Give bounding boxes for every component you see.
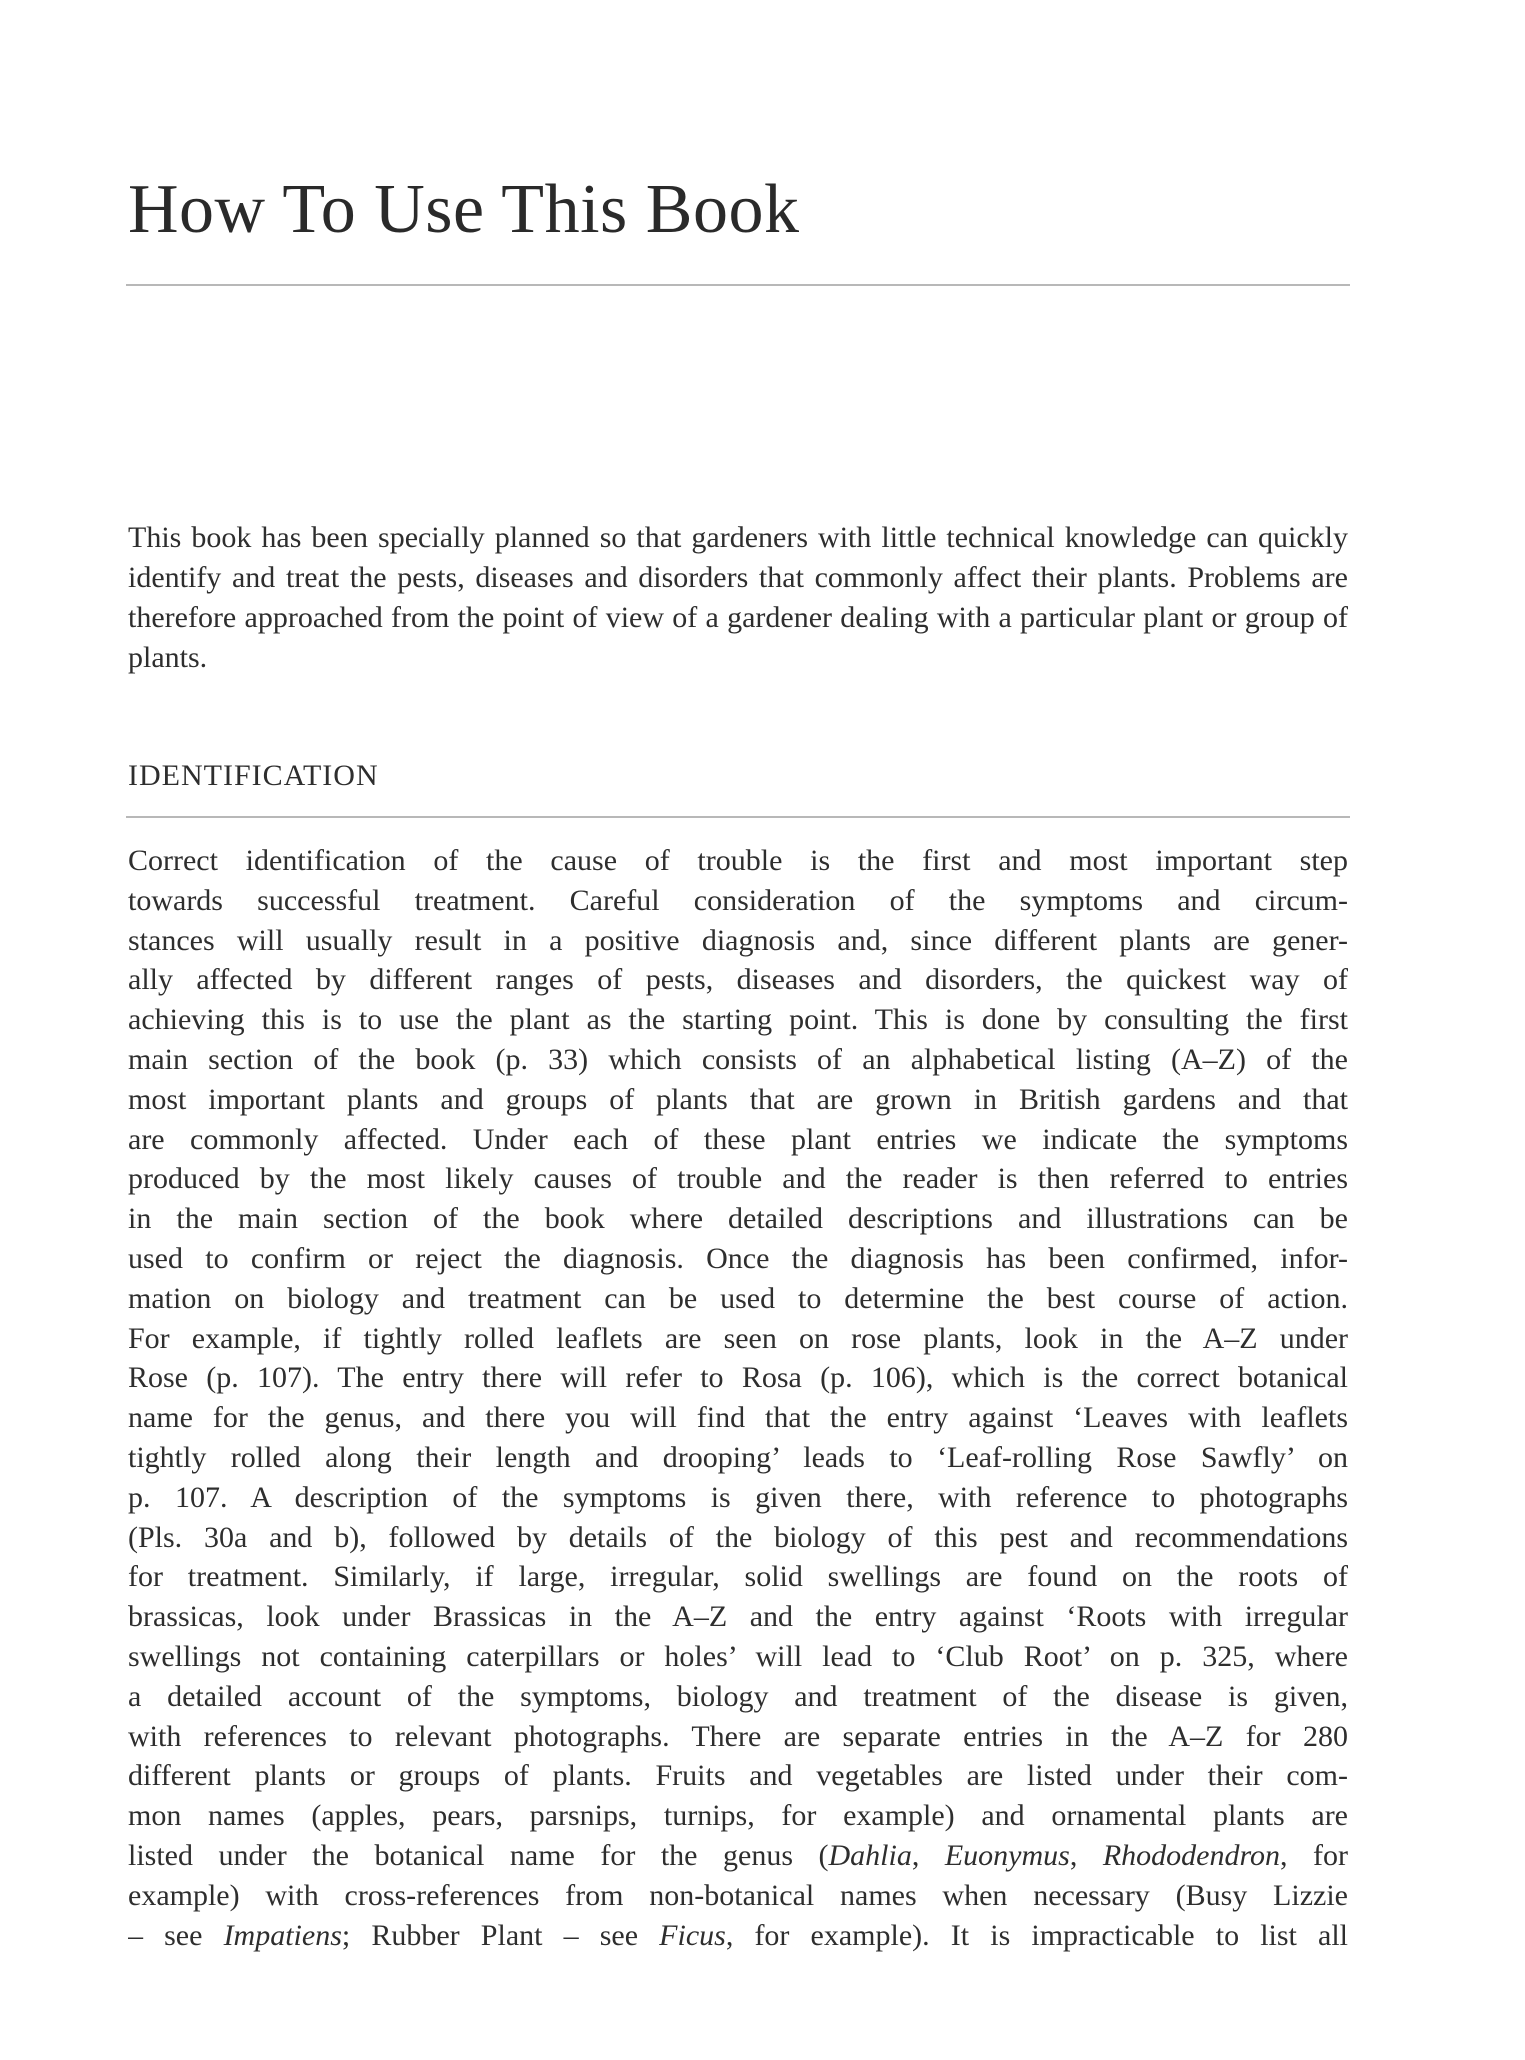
body-line: Correct identification of the cause of trouble is the first and most important step — [128, 844, 1348, 877]
body-line: swellings not containing caterpillars or holes’ will lead to ‘Club Root’ on p. 325, where — [128, 1639, 1348, 1673]
page-title: How To Use This Book — [128, 171, 800, 248]
body-line: a detailed account of the symptoms, biology and treatment of the disease is given, — [128, 1679, 1348, 1713]
body-line: – see Impatiens; Rubber Plant – see Ficus, for example). It is impracticable to list all — [128, 1918, 1348, 1952]
body-line: mon names (apples, pears, parsnips, turnips, for example) and ornamental plants are — [128, 1799, 1348, 1833]
intro-paragraph: This book has been specially planned so that gardeners with little technical knowledge can quickly identify and treat the pests, diseases and disorders that commonly affect their plants. Problems are therefore approached from the point of view of a gardener dealing with a particular plant or group of plants. — [128, 521, 1348, 674]
genus-name: Impatiens — [223, 1918, 342, 1952]
body-line: with references to relevant photographs. There are separate entries in the A–Z for 280 — [128, 1719, 1348, 1753]
body-line: stances will usually result in a positive diagnosis and, since different plants are gener- — [128, 923, 1348, 957]
body-line: Rose (p. 107). The entry there will refer to Rosa (p. 106), which is the correct botanical — [128, 1361, 1348, 1395]
body-line: different plants or groups of plants. Fruits and vegetables are listed under their com- — [128, 1759, 1348, 1793]
body-line: name for the genus, and there you will find that the entry against ‘Leaves with leaflets — [128, 1401, 1348, 1435]
body-line: brassicas, look under Brassicas in the A–Z and the entry against ‘Roots with irregular — [128, 1600, 1348, 1634]
body-line: example) with cross-references from non-botanical names when necessary (Busy Lizzie — [128, 1878, 1348, 1912]
body-line: most important plants and groups of plants that are grown in British gardens and that — [128, 1082, 1348, 1116]
body-line: used to confirm or reject the diagnosis. Once the diagnosis has been confirmed, infor- — [128, 1241, 1348, 1275]
body-line: (Pls. 30a and b), followed by details of the biology of this pest and recommendations — [128, 1520, 1348, 1554]
body-line: For example, if tightly rolled leaflets are seen on rose plants, look in the A–Z under — [128, 1321, 1348, 1355]
identification-body — [128, 841, 1348, 1955]
body-line: in the main section of the book where detailed descriptions and illustrations can be — [128, 1202, 1348, 1236]
body-line: ally affected by different ranges of pests, diseases and disorders, the quickest way of — [128, 963, 1348, 997]
genus-name: Rhododendron — [1102, 1838, 1281, 1872]
genus-name: Ficus — [659, 1918, 726, 1952]
genus-name: Euonymus — [944, 1838, 1070, 1872]
body-line: mation on biology and treatment can be used to determine the best course of action. — [128, 1281, 1348, 1315]
body-line: produced by the most likely causes of trouble and the reader is then referred to entries — [128, 1162, 1348, 1196]
genus-name: Dahlia — [828, 1838, 912, 1872]
body-line: main section of the book (p. 33) which consists of an alphabetical listing (A–Z) of the — [128, 1042, 1348, 1076]
section-heading: IDENTIFICATION — [128, 759, 379, 792]
body-line: achieving this is to use the plant as the starting point. This is done by consulting the first — [128, 1003, 1348, 1037]
body-line: are commonly affected. Under each of these plant entries we indicate the symptoms — [128, 1122, 1348, 1156]
body-line: for treatment. Similarly, if large, irregular, solid swellings are found on the roots of — [128, 1560, 1348, 1594]
body-line: listed under the botanical name for the genus (Dahlia, Euonymus, Rhododendron, for — [128, 1838, 1348, 1872]
section-divider — [126, 816, 1350, 818]
title-divider — [126, 284, 1350, 286]
body-line: tightly rolled along their length and drooping’ leads to ‘Leaf-rolling Rose Sawfly’ on — [128, 1440, 1348, 1474]
body-line: towards successful treatment. Careful consideration of the symptoms and circum- — [128, 883, 1348, 917]
body-line: p. 107. A description of the symptoms is given there, with reference to photographs — [128, 1480, 1348, 1514]
